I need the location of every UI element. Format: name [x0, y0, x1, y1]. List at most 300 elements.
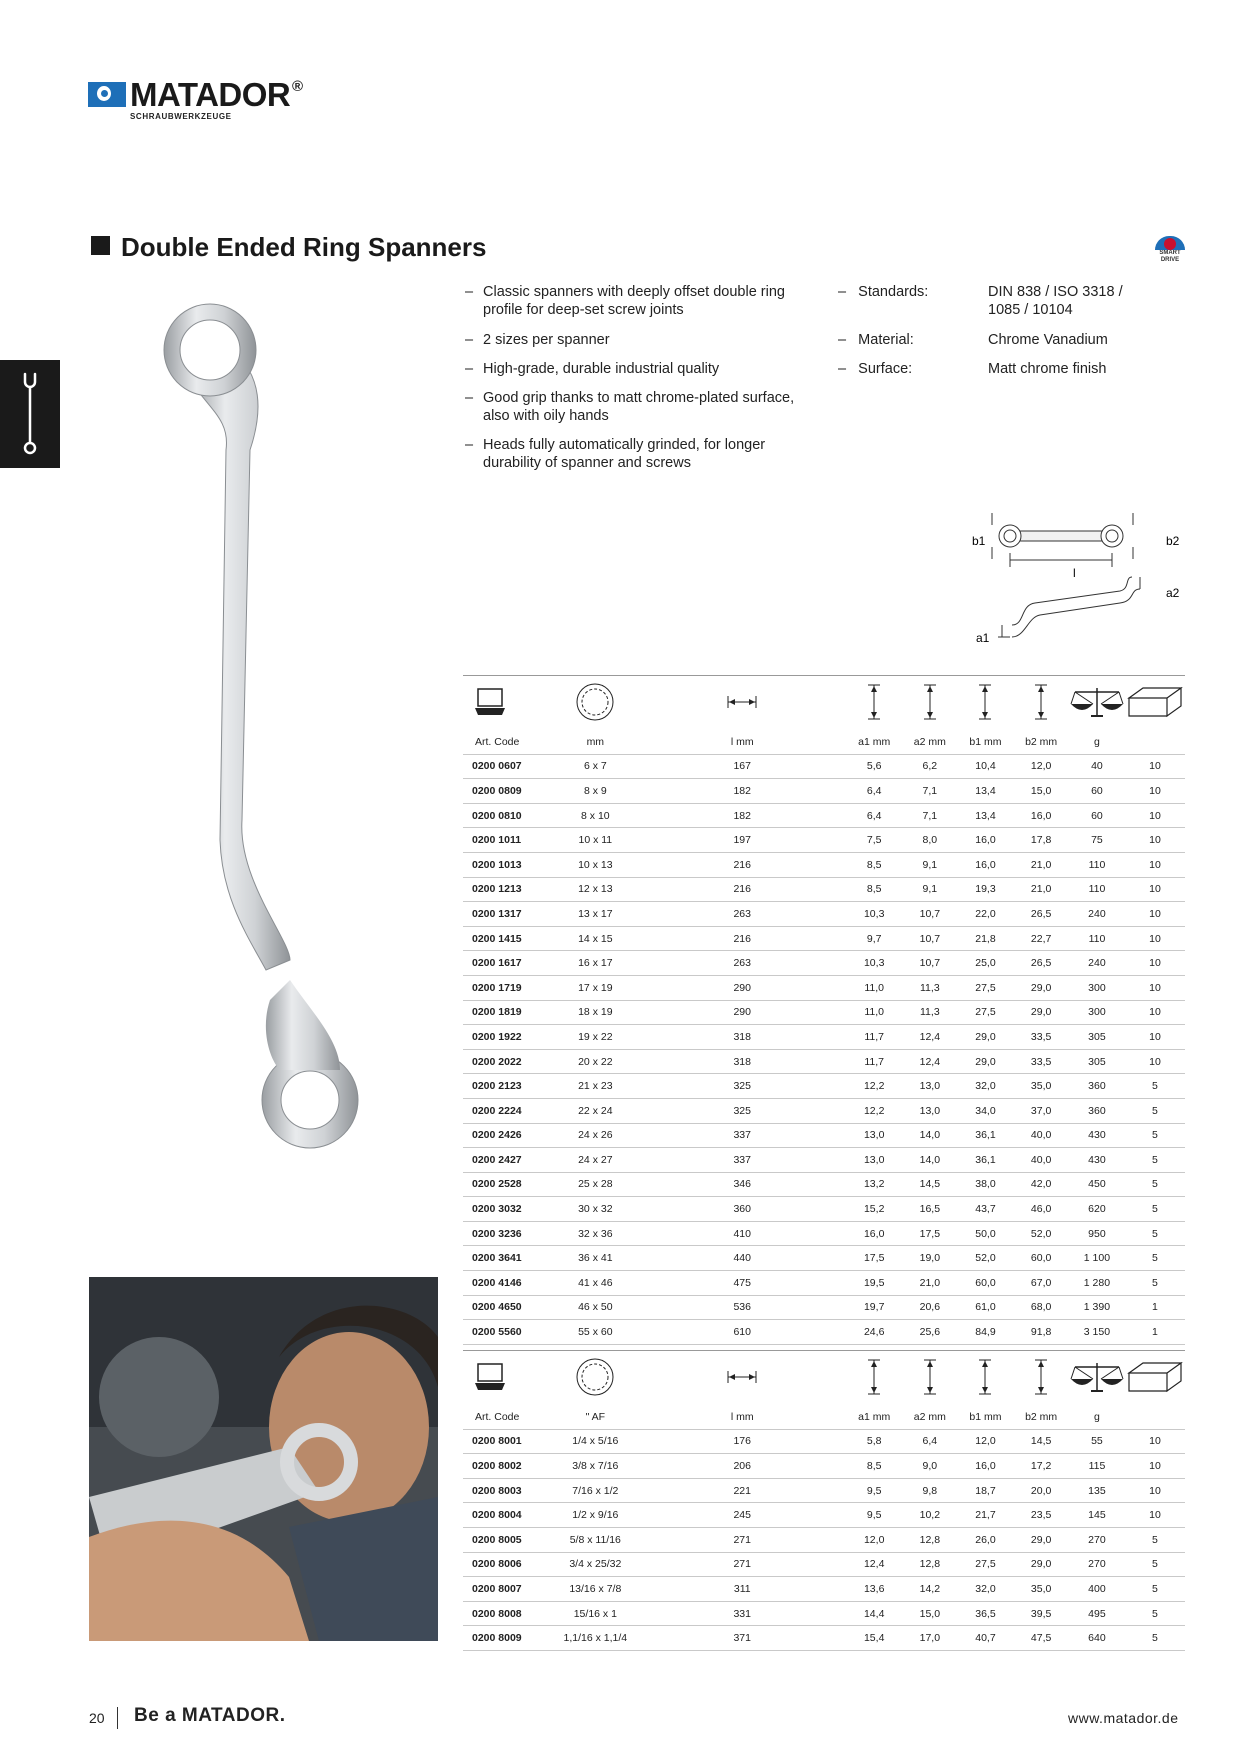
- table-cell: 15,0: [1013, 779, 1069, 804]
- ring-profile-icon: [575, 1357, 615, 1397]
- table-cell: 263: [638, 902, 846, 927]
- table-cell: 337: [638, 1123, 846, 1148]
- table-cell: 12,0: [846, 1527, 902, 1552]
- table-cell: 430: [1069, 1148, 1125, 1173]
- column-header: Art. Code: [463, 730, 553, 754]
- table-cell: 0200 4650: [463, 1295, 553, 1320]
- table-cell: 29,0: [1013, 1527, 1069, 1552]
- header-row: [463, 730, 1185, 754]
- table-cell: 0200 3032: [463, 1197, 553, 1222]
- table-cell: 10: [1125, 779, 1185, 804]
- table-cell: 10,3: [846, 902, 902, 927]
- table-cell: 29,0: [1013, 1552, 1069, 1577]
- table-cell: 1/2 x 9/16: [553, 1503, 639, 1528]
- table-cell: 23,5: [1013, 1503, 1069, 1528]
- table-cell: 305: [1069, 1025, 1125, 1050]
- table-cell: 52,0: [958, 1246, 1014, 1271]
- table-cell: 20,0: [1013, 1478, 1069, 1503]
- table-cell: 6,4: [846, 779, 902, 804]
- table-cell: 13,4: [958, 779, 1014, 804]
- table-cell: 0200 8003: [463, 1478, 553, 1503]
- page-title: Double Ended Ring Spanners: [121, 232, 487, 262]
- length-icon: [725, 692, 759, 712]
- table-cell: 68,0: [1013, 1295, 1069, 1320]
- table-cell: 35,0: [1013, 1074, 1069, 1099]
- table-cell: 5: [1125, 1148, 1185, 1173]
- table-cell: 17,2: [1013, 1454, 1069, 1479]
- table-cell: 346: [638, 1172, 846, 1197]
- table-cell: 8 x 10: [553, 803, 639, 828]
- table-cell: 620: [1069, 1197, 1125, 1222]
- table-cell: 46,0: [1013, 1197, 1069, 1222]
- table-cell: 10,4: [958, 754, 1014, 779]
- matador-logo-icon: [88, 82, 126, 107]
- table-cell: 16,0: [958, 1454, 1014, 1479]
- table-row: [463, 902, 1185, 927]
- table-row: [463, 803, 1185, 828]
- table-cell: 21,0: [902, 1271, 958, 1296]
- table-cell: 10,7: [902, 926, 958, 951]
- table-cell: 318: [638, 1049, 846, 1074]
- table-cell: 12,2: [846, 1098, 902, 1123]
- table-cell: 37,0: [1013, 1098, 1069, 1123]
- table-cell: 167: [638, 754, 846, 779]
- table-row: [463, 1221, 1185, 1246]
- height-icon: [864, 682, 884, 722]
- table-row: [463, 1172, 1185, 1197]
- table-cell: 40: [1069, 754, 1125, 779]
- table-cell: 1: [1125, 1320, 1185, 1345]
- spec-label: – Standards:: [838, 284, 929, 300]
- table-cell: 6,4: [902, 1429, 958, 1454]
- table-cell: 29,0: [1013, 1000, 1069, 1025]
- table-cell: 325: [638, 1098, 846, 1123]
- table-cell: 16,5: [902, 1197, 958, 1222]
- table-cell: 12,8: [902, 1552, 958, 1577]
- table-cell: 13,6: [846, 1577, 902, 1602]
- table-cell: 1 390: [1069, 1295, 1125, 1320]
- table-cell: 300: [1069, 1000, 1125, 1025]
- table-cell: 19 x 22: [553, 1025, 639, 1050]
- column-header: g: [1069, 730, 1125, 754]
- table-cell: 311: [638, 1577, 846, 1602]
- table-cell: 22 x 24: [553, 1098, 639, 1123]
- table-cell: 10: [1125, 926, 1185, 951]
- table-cell: 24 x 27: [553, 1148, 639, 1173]
- column-header: [1125, 1405, 1185, 1429]
- height-icon: [920, 1357, 940, 1397]
- table-cell: 12,8: [902, 1527, 958, 1552]
- spec-label: – Surface:: [838, 361, 913, 377]
- table-cell: 19,5: [846, 1271, 902, 1296]
- table-cell: 3/4 x 25/32: [553, 1552, 639, 1577]
- table-cell: 26,5: [1013, 951, 1069, 976]
- icon-row: [463, 1351, 1185, 1406]
- table-cell: 27,5: [958, 975, 1014, 1000]
- table-cell: 13,4: [958, 803, 1014, 828]
- table-cell: 10: [1125, 803, 1185, 828]
- table-cell: 36 x 41: [553, 1246, 639, 1271]
- footer-slogan: Be a MATADOR.: [134, 1705, 286, 1726]
- label-b1: b1: [972, 534, 986, 548]
- table-cell: 26,0: [958, 1527, 1014, 1552]
- table-row: [463, 975, 1185, 1000]
- table-cell: 29,0: [1013, 975, 1069, 1000]
- table-cell: 0200 8005: [463, 1527, 553, 1552]
- table-cell: 7/16 x 1/2: [553, 1478, 639, 1503]
- table-cell: 14,5: [1013, 1429, 1069, 1454]
- table-cell: 11,7: [846, 1025, 902, 1050]
- table-cell: 270: [1069, 1552, 1125, 1577]
- table-cell: 61,0: [958, 1295, 1014, 1320]
- table-cell: 10: [1125, 1025, 1185, 1050]
- column-header: Art. Code: [463, 1405, 553, 1429]
- badge-line-2: DRIVE: [1160, 257, 1180, 263]
- table-cell: 52,0: [1013, 1221, 1069, 1246]
- table-cell: 221: [638, 1478, 846, 1503]
- scale-icon: [1069, 1359, 1125, 1395]
- table-cell: 36,5: [958, 1601, 1014, 1626]
- package-box-icon: [1125, 1359, 1185, 1395]
- table-cell: 216: [638, 926, 846, 951]
- table-cell: 60: [1069, 779, 1125, 804]
- table-cell: 135: [1069, 1478, 1125, 1503]
- table-cell: 13,2: [846, 1172, 902, 1197]
- spec-label: – Material:: [838, 332, 914, 348]
- table-cell: 371: [638, 1626, 846, 1651]
- table-cell: 10,7: [902, 951, 958, 976]
- table-cell: 16 x 17: [553, 951, 639, 976]
- table-cell: 5: [1125, 1601, 1185, 1626]
- table-cell: 19,7: [846, 1295, 902, 1320]
- height-icon: [1031, 682, 1051, 722]
- table-cell: 5: [1125, 1197, 1185, 1222]
- table-cell: 0200 8009: [463, 1626, 553, 1651]
- table-cell: 5/8 x 11/16: [553, 1527, 639, 1552]
- table-cell: 10: [1125, 754, 1185, 779]
- table-cell: 13/16 x 7/8: [553, 1577, 639, 1602]
- table-cell: 21,8: [958, 926, 1014, 951]
- table-cell: 5: [1125, 1271, 1185, 1296]
- table-cell: 10: [1125, 1049, 1185, 1074]
- table-cell: 0200 1719: [463, 975, 553, 1000]
- website-link[interactable]: www.matador.de: [1068, 1710, 1179, 1726]
- table-cell: 5: [1125, 1098, 1185, 1123]
- dimension-diagram: [970, 505, 1190, 655]
- table-cell: 16,0: [958, 828, 1014, 853]
- table-cell: 21,7: [958, 1503, 1014, 1528]
- table-cell: 24,6: [846, 1320, 902, 1345]
- table-cell: 18,7: [958, 1478, 1014, 1503]
- table-cell: 25 x 28: [553, 1172, 639, 1197]
- table-cell: 5: [1125, 1246, 1185, 1271]
- table-cell: 7,1: [902, 779, 958, 804]
- table-cell: 16,0: [1013, 803, 1069, 828]
- table-cell: 10,3: [846, 951, 902, 976]
- table-cell: 5,6: [846, 754, 902, 779]
- brand-name: MATADOR: [130, 76, 291, 113]
- table-row: [463, 1000, 1185, 1025]
- table-cell: 0200 4146: [463, 1271, 553, 1296]
- table-cell: 10: [1125, 1429, 1185, 1454]
- table-cell: 14,0: [902, 1148, 958, 1173]
- table-cell: 41 x 46: [553, 1271, 639, 1296]
- table-cell: 34,0: [958, 1098, 1014, 1123]
- table-cell: 10: [1125, 902, 1185, 927]
- table-cell: 25,0: [958, 951, 1014, 976]
- table-cell: 6 x 7: [553, 754, 639, 779]
- table-row: [463, 1577, 1185, 1602]
- section-tab: [0, 360, 60, 468]
- height-icon: [975, 682, 995, 722]
- table-cell: 0200 8002: [463, 1454, 553, 1479]
- table-cell: 9,8: [902, 1478, 958, 1503]
- registered-mark: ®: [292, 78, 304, 95]
- table-cell: 40,7: [958, 1626, 1014, 1651]
- table-cell: 5: [1125, 1527, 1185, 1552]
- table-row: [463, 1626, 1185, 1651]
- table-row: [463, 779, 1185, 804]
- table-cell: 110: [1069, 877, 1125, 902]
- table-cell: 216: [638, 877, 846, 902]
- table-row: [463, 1148, 1185, 1173]
- table-cell: 640: [1069, 1626, 1125, 1651]
- table-cell: 337: [638, 1148, 846, 1173]
- spec-value: Chrome Vanadium: [988, 332, 1108, 348]
- table-cell: 5,8: [846, 1429, 902, 1454]
- table-cell: 0200 2224: [463, 1098, 553, 1123]
- height-icon: [864, 1357, 884, 1397]
- table-cell: 9,1: [902, 877, 958, 902]
- table-cell: 10 x 13: [553, 852, 639, 877]
- table-row: [463, 926, 1185, 951]
- table-cell: 1 100: [1069, 1246, 1125, 1271]
- table-cell: 6,2: [902, 754, 958, 779]
- table-cell: 0200 8007: [463, 1577, 553, 1602]
- table-cell: 8,0: [902, 828, 958, 853]
- table-cell: 0200 3641: [463, 1246, 553, 1271]
- header-row: [463, 1405, 1185, 1429]
- table-cell: 22,7: [1013, 926, 1069, 951]
- table-cell: 27,5: [958, 1552, 1014, 1577]
- table-row: [463, 1123, 1185, 1148]
- table-cell: 240: [1069, 951, 1125, 976]
- table-cell: 18 x 19: [553, 1000, 639, 1025]
- table-row: [463, 1527, 1185, 1552]
- table-cell: 10,2: [902, 1503, 958, 1528]
- table-cell: 12,0: [958, 1429, 1014, 1454]
- brand-tagline: SCHRAUBWERKZEUGE: [130, 112, 232, 121]
- table-cell: 0200 1013: [463, 852, 553, 877]
- table-cell: 12 x 13: [553, 877, 639, 902]
- table-cell: 10: [1125, 1454, 1185, 1479]
- table-cell: 47,5: [1013, 1626, 1069, 1651]
- title-square-icon: [91, 236, 110, 255]
- table-cell: 40,0: [1013, 1123, 1069, 1148]
- table-cell: 110: [1069, 926, 1125, 951]
- label-a1: a1: [976, 631, 990, 645]
- table-cell: 75: [1069, 828, 1125, 853]
- table-row: [463, 951, 1185, 976]
- table-cell: 3/8 x 7/16: [553, 1454, 639, 1479]
- column-header: " AF: [553, 1405, 639, 1429]
- metric-size-table: [463, 675, 1185, 1345]
- table-cell: 55 x 60: [553, 1320, 639, 1345]
- table-cell: 40,0: [1013, 1148, 1069, 1173]
- table-cell: 17,5: [846, 1246, 902, 1271]
- table-cell: 440: [638, 1246, 846, 1271]
- table-cell: 325: [638, 1074, 846, 1099]
- table-cell: 12,2: [846, 1074, 902, 1099]
- table-cell: 60: [1069, 803, 1125, 828]
- table-cell: 24 x 26: [553, 1123, 639, 1148]
- table-cell: 17,0: [902, 1626, 958, 1651]
- package-box-icon: [1125, 684, 1185, 720]
- table-cell: 145: [1069, 1503, 1125, 1528]
- table-cell: 13,0: [902, 1074, 958, 1099]
- table-cell: 11,7: [846, 1049, 902, 1074]
- mechanic-photo: [89, 1277, 438, 1641]
- table-cell: 1: [1125, 1295, 1185, 1320]
- table-cell: 10: [1125, 1478, 1185, 1503]
- table-cell: 0200 2426: [463, 1123, 553, 1148]
- table-cell: 5: [1125, 1123, 1185, 1148]
- smart-drive-badge: [1153, 236, 1187, 268]
- table-cell: 360: [1069, 1074, 1125, 1099]
- column-header: mm: [553, 730, 639, 754]
- column-header: [1125, 730, 1185, 754]
- column-header: a1 mm: [846, 730, 902, 754]
- table-cell: 5: [1125, 1552, 1185, 1577]
- table-cell: 318: [638, 1025, 846, 1050]
- table-cell: 0200 2427: [463, 1148, 553, 1173]
- table-cell: 14,5: [902, 1172, 958, 1197]
- table-cell: 271: [638, 1552, 846, 1577]
- table-cell: 9,7: [846, 926, 902, 951]
- table-cell: 7,1: [902, 803, 958, 828]
- height-icon: [920, 682, 940, 722]
- table-cell: 15,2: [846, 1197, 902, 1222]
- table-cell: 430: [1069, 1123, 1125, 1148]
- table-cell: 16,0: [958, 852, 1014, 877]
- feature-item: – 2 sizes per spanner: [465, 332, 610, 348]
- table-cell: 9,1: [902, 852, 958, 877]
- table-cell: 32 x 36: [553, 1221, 639, 1246]
- column-header: l mm: [638, 1405, 846, 1429]
- length-icon: [725, 1367, 759, 1387]
- table-cell: 32,0: [958, 1074, 1014, 1099]
- table-cell: 11,0: [846, 1000, 902, 1025]
- feature-item: – Good grip thanks to matt chrome-plated surface, also with oily hands: [465, 390, 795, 424]
- table-cell: 10: [1125, 1503, 1185, 1528]
- table-cell: 271: [638, 1527, 846, 1552]
- table-cell: 39,5: [1013, 1601, 1069, 1626]
- table-cell: 21,0: [1013, 877, 1069, 902]
- table-cell: 0200 1617: [463, 951, 553, 976]
- table-cell: 36,1: [958, 1148, 1014, 1173]
- table-cell: 10: [1125, 951, 1185, 976]
- table-cell: 67,0: [1013, 1271, 1069, 1296]
- column-header: a2 mm: [902, 730, 958, 754]
- table-row: [463, 1246, 1185, 1271]
- table-cell: 290: [638, 975, 846, 1000]
- table-cell: 360: [638, 1197, 846, 1222]
- wrench-icon: [0, 360, 60, 468]
- table-row: [463, 1454, 1185, 1479]
- table-cell: 950: [1069, 1221, 1125, 1246]
- table-cell: 33,5: [1013, 1025, 1069, 1050]
- label-l: l: [1073, 566, 1076, 580]
- table-cell: 35,0: [1013, 1577, 1069, 1602]
- table-cell: 0200 1922: [463, 1025, 553, 1050]
- table-cell: 26,5: [1013, 902, 1069, 927]
- table-row: [463, 1074, 1185, 1099]
- table-row: [463, 1320, 1185, 1345]
- table-cell: 0200 0810: [463, 803, 553, 828]
- table-cell: 0200 1317: [463, 902, 553, 927]
- table-cell: 13 x 17: [553, 902, 639, 927]
- table-cell: 42,0: [1013, 1172, 1069, 1197]
- table-cell: 1/4 x 5/16: [553, 1429, 639, 1454]
- table-cell: 84,9: [958, 1320, 1014, 1345]
- table-row: [463, 1503, 1185, 1528]
- table-cell: 19,3: [958, 877, 1014, 902]
- table-cell: 3 150: [1069, 1320, 1125, 1345]
- table-cell: 216: [638, 852, 846, 877]
- table-cell: 270: [1069, 1527, 1125, 1552]
- table-row: [463, 828, 1185, 853]
- table-cell: 17 x 19: [553, 975, 639, 1000]
- table-cell: 60,0: [1013, 1246, 1069, 1271]
- table-row: [463, 1478, 1185, 1503]
- table-cell: 0200 3236: [463, 1221, 553, 1246]
- table-cell: 36,1: [958, 1123, 1014, 1148]
- table-cell: 22,0: [958, 902, 1014, 927]
- feature-item: – Heads fully automatically grinded, for longer durability of spanner and screws: [465, 437, 766, 471]
- height-icon: [1031, 1357, 1051, 1397]
- badge-line-1: SMART: [1159, 250, 1181, 256]
- brand-logo: [88, 78, 348, 148]
- table-cell: 38,0: [958, 1172, 1014, 1197]
- table-cell: 13,0: [846, 1123, 902, 1148]
- column-header: b1 mm: [958, 730, 1014, 754]
- table-cell: 10,7: [902, 902, 958, 927]
- table-cell: 495: [1069, 1601, 1125, 1626]
- table-cell: 12,4: [846, 1552, 902, 1577]
- table-cell: 206: [638, 1454, 846, 1479]
- table-row: [463, 1025, 1185, 1050]
- table-cell: 400: [1069, 1577, 1125, 1602]
- table-row: [463, 1271, 1185, 1296]
- table-cell: 10: [1125, 828, 1185, 853]
- af-size-table: [463, 1350, 1185, 1651]
- table-row: [463, 1601, 1185, 1626]
- column-header: b1 mm: [958, 1405, 1014, 1429]
- table-cell: 10: [1125, 877, 1185, 902]
- table-row: [463, 1552, 1185, 1577]
- table-cell: 410: [638, 1221, 846, 1246]
- table-cell: 8,5: [846, 877, 902, 902]
- table-cell: 9,5: [846, 1478, 902, 1503]
- feature-item: – High-grade, durable industrial quality: [465, 361, 720, 377]
- table-cell: 14,0: [902, 1123, 958, 1148]
- table-cell: 29,0: [958, 1049, 1014, 1074]
- table-cell: 115: [1069, 1454, 1125, 1479]
- table-cell: 20 x 22: [553, 1049, 639, 1074]
- table-cell: 0200 0607: [463, 754, 553, 779]
- ring-profile-icon: [575, 682, 615, 722]
- column-header: l mm: [638, 730, 846, 754]
